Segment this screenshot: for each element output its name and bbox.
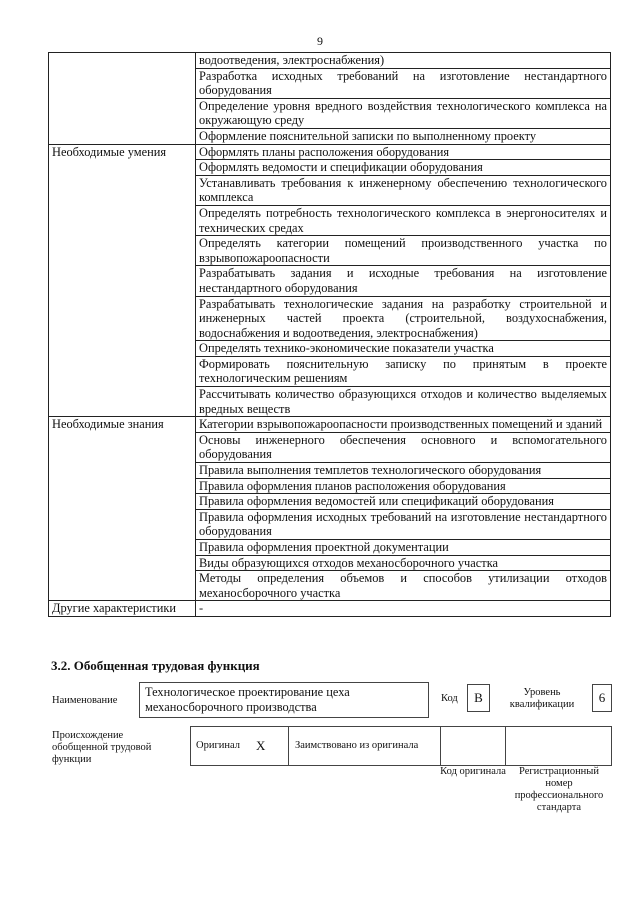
requirement-item: Основы инженерного обеспечения основного и вспомогательного оборудования (196, 432, 611, 462)
original-mark: X (256, 738, 266, 753)
borrowed-label: Заимствовано из оригинала (295, 740, 419, 751)
requirement-item: Рассчитывать количество образующихся отходов и количество выделяемых вредных веществ (196, 387, 611, 417)
requirement-item: Определение уровня вредного воздействия технологического комплекса на окружающую среду (196, 98, 611, 128)
requirement-item: Определять потребность технологического комплекса в энергоносителях и технических средах (196, 205, 611, 235)
requirement-item: Устанавливать требования к инженерному обеспечению технологического комплекса (196, 175, 611, 205)
origin-divider-1 (288, 726, 289, 766)
requirement-item: Методы определения объемов и способов утилизации отходов механосборочного участка (196, 571, 611, 601)
requirement-item: Категории взрывопожароопасности производственных помещений и зданий (196, 417, 611, 433)
requirement-item: Определять категории помещений производственного участка по взрывопожароопасности (196, 236, 611, 266)
code-label: Код (441, 693, 458, 704)
page-number: 9 (317, 34, 323, 48)
requirement-item: Формировать пояснительную записку по принятым в проекте технологическим решениям (196, 356, 611, 386)
requirement-item: Правила оформления исходных требований на изготовление нестандартного оборудования (196, 509, 611, 539)
reg-num-caption: Регистрационный номер профессионального стандарта (514, 766, 604, 813)
group-label (49, 53, 196, 145)
requirement-item: Разрабатывать технологические задания на разработку строительной и инженерных частей проекта (строительной, воздухоснабжения, водоснабжения и водоотведения, электроснабжения) (196, 296, 611, 341)
group-label: Необходимые умения (49, 144, 196, 417)
level-value: 6 (592, 684, 612, 712)
name-value-box (139, 682, 429, 718)
level-label: Уровень квалификации (509, 687, 575, 710)
name-value: Технологическое проектирование цеха механосборочного производства (145, 685, 350, 714)
competency-table-body (49, 53, 611, 617)
table-row (49, 417, 611, 433)
table-row (49, 601, 611, 617)
requirement-item: Оформлять ведомости и спецификации оборудования (196, 160, 611, 176)
requirement-item: Виды образующихся отходов механосборочного участка (196, 555, 611, 571)
name-label: Наименование (52, 695, 118, 706)
requirement-item: Оформлять планы расположения оборудования (196, 144, 611, 160)
requirement-item: водоотведения, электроснабжения) (196, 53, 611, 69)
requirement-item: Правила оформления планов расположения оборудования (196, 478, 611, 494)
requirement-item: Определять технико-экономические показатели участка (196, 341, 611, 357)
orig-code-caption: Код оригинала (440, 766, 506, 777)
section-title: 3.2. Обобщенная трудовая функция (51, 658, 260, 673)
requirement-item: Правила выполнения темплетов технологического оборудования (196, 463, 611, 479)
origin-divider-2 (440, 726, 441, 766)
requirement-item: Оформление пояснительной записки по выполненному проекту (196, 128, 611, 144)
origin-label: Происхождение обобщенной трудовой функции (52, 730, 152, 765)
original-label: Оригинал (196, 740, 240, 751)
group-label: Необходимые знания (49, 417, 196, 601)
requirement-item: Правила оформления проектной документации (196, 540, 611, 556)
requirement-item: Правила оформления ведомостей или спецификаций оборудования (196, 494, 611, 510)
requirement-item: - (196, 601, 611, 617)
table-row (49, 53, 611, 69)
requirement-item: Разработка исходных требований на изготовление нестандартного оборудования (196, 68, 611, 98)
origin-divider-3 (505, 726, 506, 766)
competency-table (48, 52, 611, 617)
group-label: Другие характеристики (49, 601, 196, 617)
code-value: B (467, 684, 490, 712)
requirement-item: Разрабатывать задания и исходные требования на изготовление нестандартного оборудования (196, 266, 611, 296)
table-row (49, 144, 611, 160)
